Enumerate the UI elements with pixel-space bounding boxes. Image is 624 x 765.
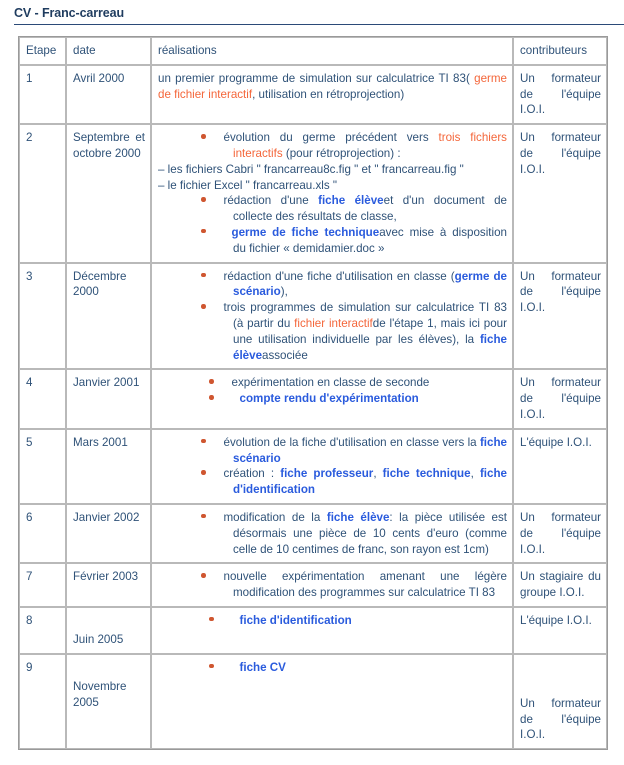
column-header-contributeurs: contributeurs	[513, 37, 607, 65]
table-row	[19, 124, 607, 262]
link-fiche-cv[interactable]: fiche CV	[239, 660, 286, 674]
date-text: Juin 2005	[73, 632, 124, 646]
link-fiche-technique[interactable]: fiche technique	[382, 467, 471, 481]
cell-date: Avril 2000	[66, 65, 151, 124]
cell-contributeurs	[513, 654, 607, 749]
cell-realisations	[151, 263, 513, 370]
bullet-icon	[201, 134, 206, 139]
cell-realisations	[151, 504, 513, 563]
cell-date	[66, 654, 151, 749]
cell-realisations	[151, 369, 513, 428]
cell-date: Décembre 2000	[66, 263, 151, 370]
cell-etape: 7	[19, 563, 66, 607]
cell-date: Septembre et octobre 2000	[66, 124, 151, 262]
bullet-icon	[201, 514, 206, 519]
link-germe-de-scenario[interactable]: germe de scénario	[233, 269, 507, 299]
cell-contributeurs: Un stagiaire du groupe I.O.I.	[513, 563, 607, 607]
cell-etape: 2	[19, 124, 66, 262]
text-fragment: ,	[373, 467, 383, 481]
cell-etape: 8	[19, 607, 66, 654]
cell-date: Mars 2001	[66, 429, 151, 504]
link-fiche-eleve[interactable]: fiche élève	[326, 510, 390, 524]
text-fragment: création :	[223, 467, 281, 481]
table-row	[19, 504, 607, 563]
cell-realisations	[151, 429, 513, 504]
text-fragment: de l'étape 1, mais ici pour une utilisation individuelle par les élèves), la	[233, 316, 507, 346]
link-germe-fichier-interactif[interactable]: germe de fichier interactif	[158, 71, 507, 101]
cv-table	[18, 36, 608, 750]
bullet-icon	[209, 379, 214, 384]
cell-realisations	[151, 65, 513, 124]
cell-realisations	[151, 607, 513, 654]
bullet-icon	[209, 664, 214, 669]
bullet-icon	[209, 617, 214, 622]
column-header-realisations: réalisations	[151, 37, 513, 65]
cell-date: Janvier 2001	[66, 369, 151, 428]
text-fragment: évolution du germe précédent vers	[223, 131, 439, 145]
text-fragment: (pour rétroprojection) :	[282, 146, 401, 160]
text-fragment: associée	[262, 348, 308, 362]
cell-etape: 1	[19, 65, 66, 124]
text-fragment: – les fichiers Cabri " francarreau8c.fig " et " francarreau.fig "	[158, 162, 464, 176]
cell-contributeurs: Un formateur de l'équipe I.O.I.	[513, 65, 607, 124]
cell-contributeurs: Un formateur de l'équipe I.O.I.	[513, 124, 607, 262]
link-fiche-eleve[interactable]: fiche élève	[318, 194, 384, 208]
text-fragment: avec mise à disposition du fichier « demidamier.doc »	[233, 225, 507, 255]
bullet-icon	[201, 229, 206, 234]
column-header-etape: Etape	[19, 37, 66, 65]
text-fragment: trois programmes de simulation sur calculatrice TI 83 (à partir du	[223, 301, 507, 330]
column-header-date: date	[66, 37, 151, 65]
cell-contributeurs: Un formateur de l'équipe I.O.I.	[513, 504, 607, 563]
cell-date	[66, 607, 151, 654]
text-fragment: rédaction d'une	[223, 194, 319, 208]
table-row	[19, 263, 607, 370]
text-fragment: : la pièce utilisée est désormais une pièce de 10 cents d'euro (comme celle de 10 centimes de franc, son rayon est 1cm)	[233, 510, 507, 556]
table-row	[19, 607, 607, 654]
link-germe-de-fiche-technique[interactable]: germe de fiche technique	[231, 225, 380, 239]
bullet-icon	[201, 573, 206, 578]
date-text: Novembre 2005	[73, 679, 127, 709]
text-fragment: un premier programme de simulation sur calculatrice TI 83(	[158, 71, 470, 85]
cell-date: Janvier 2002	[66, 504, 151, 563]
link-compte-rendu-experimentation[interactable]: compte rendu d'expérimentation	[239, 392, 419, 406]
cell-contributeurs: Un formateur de l'équipe I.O.I.	[513, 263, 607, 370]
link-fiche-identification[interactable]: fiche d'identification	[233, 467, 507, 497]
text-fragment: expérimentation en classe de seconde	[231, 376, 430, 390]
text-fragment: et d'un document de collecte des résultats de classe,	[233, 194, 507, 224]
cell-etape: 4	[19, 369, 66, 428]
link-trois-fichiers-interactifs[interactable]: trois fichiers interactifs	[233, 131, 507, 160]
cell-etape: 6	[19, 504, 66, 563]
table-row	[19, 654, 607, 749]
bullet-icon	[201, 197, 206, 202]
page-title	[0, 0, 624, 25]
cell-contributeurs: L'équipe I.O.I.	[513, 429, 607, 504]
text-fragment: rédaction d'une fiche d'utilisation en classe (	[223, 269, 455, 283]
table-row	[19, 429, 607, 504]
cell-realisations	[151, 654, 513, 749]
cell-contributeurs: L'équipe I.O.I.	[513, 607, 607, 654]
cell-realisations	[151, 124, 513, 262]
text-fragment: nouvelle expérimentation amenant une légère modification des programmes sur calculatrice TI 83	[223, 570, 507, 600]
cell-etape: 9	[19, 654, 66, 749]
cell-etape: 3	[19, 263, 66, 370]
table-header-row	[19, 37, 607, 65]
text-fragment: – le fichier Excel " francarreau.xls "	[158, 178, 337, 192]
page-title-text: CV - Franc-carreau	[14, 6, 125, 20]
title-divider	[14, 24, 624, 25]
text-fragment: ,	[470, 467, 480, 481]
text-fragment: , utilisation en rétroprojection)	[252, 87, 405, 101]
table-row	[19, 65, 607, 124]
bullet-icon	[201, 470, 206, 475]
cell-contributeurs: Un formateur de l'équipe I.O.I.	[513, 369, 607, 428]
bullet-icon	[209, 395, 214, 400]
table-row	[19, 369, 607, 428]
cell-realisations	[151, 563, 513, 607]
link-fiche-scenario[interactable]: fiche scénario	[233, 435, 507, 465]
contributeurs-text: Un formateur de l'équipe I.O.I.	[520, 696, 601, 742]
cell-etape: 5	[19, 429, 66, 504]
link-fiche-professeur[interactable]: fiche professeur	[280, 467, 374, 481]
link-fiche-eleve[interactable]: fiche élève	[233, 332, 507, 362]
bullet-icon	[201, 439, 206, 444]
text-fragment: évolution de la fiche d'utilisation en classe vers la	[223, 435, 480, 449]
table-row	[19, 563, 607, 607]
text-fragment: ),	[280, 285, 288, 299]
cell-date: Février 2003	[66, 563, 151, 607]
text-fragment: modification de la	[223, 510, 327, 524]
link-fichier-interactif[interactable]: fichier interactif	[294, 316, 373, 330]
bullet-icon	[201, 273, 206, 278]
link-fiche-identification[interactable]: fiche d'identification	[239, 613, 352, 627]
bullet-icon	[201, 304, 206, 309]
